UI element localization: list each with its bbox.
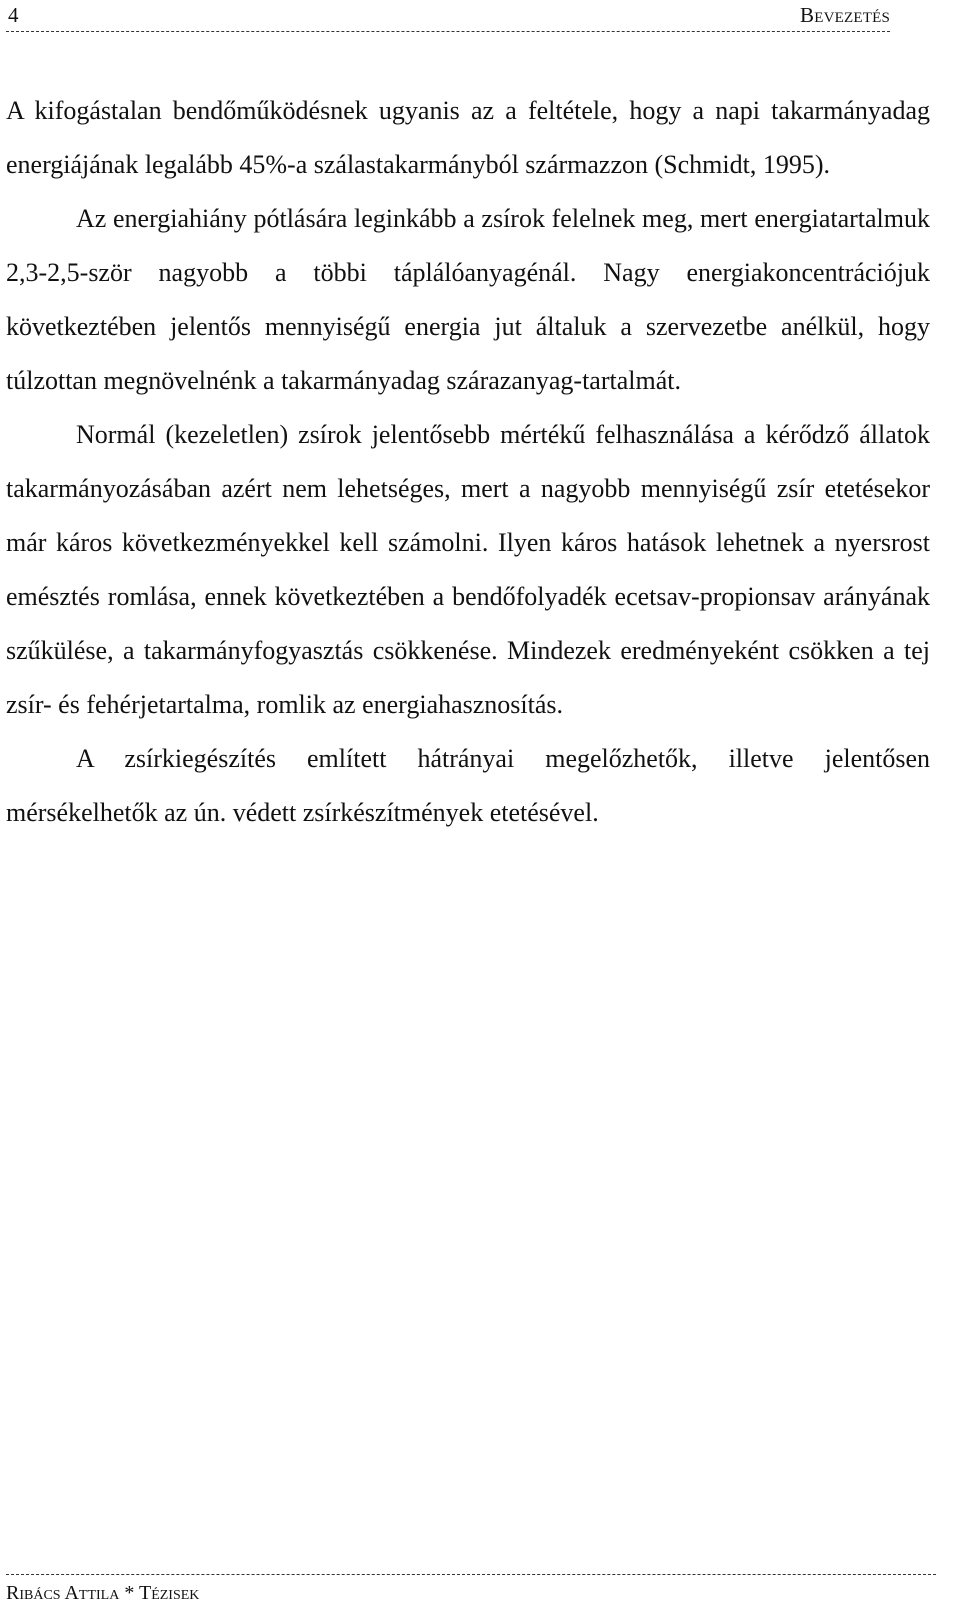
paragraph-1: A kifogástalan bendőműködésnek ugyanis az a feltétele, hogy a napi takarmányadag energiájának legalább 45%-a szálastakarmányból származzon (Schmidt, 1995). xyxy=(6,96,930,179)
footer-divider xyxy=(6,1574,936,1575)
running-title: Bevezetés xyxy=(800,3,890,27)
page-header xyxy=(6,2,890,28)
paragraph-4: A zsírkiegészítés említett hátrányai megelőzhetők, illetve jelentősen mérsékelhetők az ún. védett zsírkészítmények etetésével. xyxy=(6,744,930,827)
page-number: 4 xyxy=(8,3,19,27)
body-text xyxy=(6,84,930,840)
header-divider xyxy=(6,31,890,32)
page-footer: Ribács Attila * Tézisek xyxy=(6,1582,200,1604)
paragraph-3: Normál (kezeletlen) zsírok jelentősebb mértékű felhasználása a kérődző állatok takarmányozásában azért nem lehetséges, mert a nagyobb mennyiségű zsír etetésekor már káros következményekkel kell számolni. Ilyen káros hatások lehetnek a nyersrost emésztés romlása, ennek következtében a bendőfolyadék ecetsav-propionsav arányának szűkülése, a takarmányfogyasztás csökkenése. Mindezek eredményeként csökken a tej zsír- és fehérjetartalma, romlik az energiahasznosítás. xyxy=(6,420,930,719)
paragraph-2: Az energiahiány pótlására leginkább a zsírok felelnek meg, mert energiatartalmuk 2,3-2,5-ször nagyobb a többi táplálóanyagénál. Nagy energiakoncentrációjuk következtében jelentős mennyiségű energia jut általuk a szervezetbe anélkül, hogy túlzottan megnövelnénk a takarmányadag szárazanyag-tartalmát. xyxy=(6,204,930,395)
